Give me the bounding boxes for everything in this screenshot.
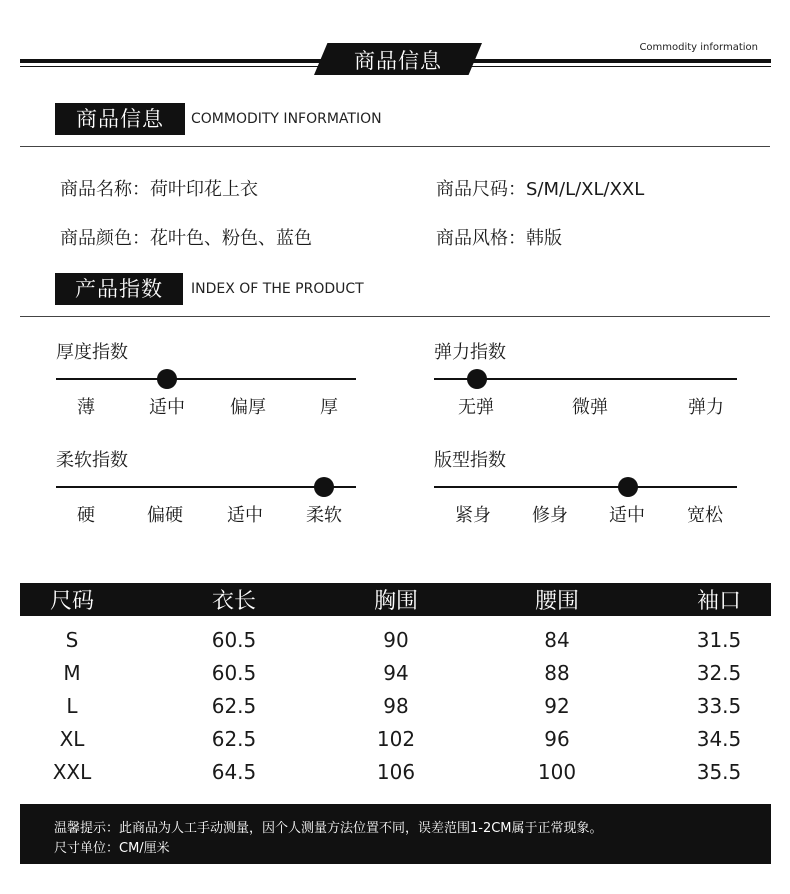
table-cell-cuff: 31.5: [696, 628, 742, 652]
softness-index-title: 柔软指数: [56, 450, 128, 471]
info-size: 商品尺码：S/M/L/XL/XXL: [436, 179, 645, 200]
section-info-title: 商品信息: [55, 103, 185, 135]
table-cell-waist: 100: [537, 760, 577, 784]
fit-index-track: [434, 486, 737, 488]
section-index-rule: [20, 316, 770, 317]
table-cell-size: L: [66, 694, 78, 718]
softness-option: 适中: [227, 505, 263, 526]
info-name: 商品名称：荷叶印花上衣: [60, 179, 258, 200]
table-cell-chest: 102: [376, 727, 416, 751]
table-cell-length: 64.5: [211, 760, 257, 784]
elasticity-index-title: 弹力指数: [434, 342, 506, 363]
table-cell-waist: 92: [544, 694, 570, 718]
table-cell-size: XL: [59, 727, 85, 751]
header-subtitle: Commodity information: [639, 42, 758, 53]
table-cell-length: 62.5: [211, 694, 257, 718]
header-title: 商品信息: [354, 49, 442, 73]
softness-index-track: [56, 486, 356, 488]
table-cell-waist: 84: [544, 628, 570, 652]
table-cell-length: 60.5: [211, 628, 257, 652]
table-cell-size: S: [65, 628, 79, 652]
thickness-option: 薄: [77, 397, 95, 418]
table-cell-size: M: [63, 661, 81, 685]
elasticity-option: 微弹: [572, 397, 608, 418]
elasticity-option: 弹力: [688, 397, 724, 418]
table-cell-cuff: 34.5: [696, 727, 742, 751]
elasticity-index-marker: [467, 369, 487, 389]
fit-option: 紧身: [455, 505, 491, 526]
thickness-option: 适中: [149, 397, 185, 418]
table-cell-cuff: 32.5: [696, 661, 742, 685]
fit-option: 修身: [532, 505, 568, 526]
table-header-waist: 腰围: [534, 589, 580, 614]
table-header-length: 衣长: [211, 589, 257, 614]
table-header-chest: 胸围: [373, 589, 419, 614]
section-info-title-en: COMMODITY INFORMATION: [191, 111, 382, 127]
table-cell-length: 62.5: [211, 727, 257, 751]
info-color: 商品颜色：花叶色、粉色、蓝色: [60, 228, 312, 249]
softness-option: 柔软: [306, 505, 342, 526]
table-cell-cuff: 35.5: [696, 760, 742, 784]
table-cell-size: XXL: [52, 760, 92, 784]
table-cell-waist: 96: [544, 727, 570, 751]
table-cell-chest: 98: [383, 694, 409, 718]
note-line-2: 尺寸单位：CM/厘米: [54, 841, 170, 856]
section-index-title-en: INDEX OF THE PRODUCT: [191, 281, 364, 297]
fit-option: 适中: [609, 505, 645, 526]
section-info-rule: [20, 146, 770, 147]
thickness-index-track: [56, 378, 356, 380]
thickness-index-title: 厚度指数: [56, 342, 128, 363]
table-header-size: 尺码: [49, 589, 95, 614]
table-cell-waist: 88: [544, 661, 570, 685]
table-cell-cuff: 33.5: [696, 694, 742, 718]
elasticity-option: 无弹: [458, 397, 494, 418]
table-header-cuff: 袖口: [696, 589, 742, 614]
softness-index-marker: [314, 477, 334, 497]
info-style: 商品风格：韩版: [436, 228, 562, 249]
fit-option: 宽松: [687, 505, 723, 526]
table-cell-chest: 106: [376, 760, 416, 784]
note-line-1: 温馨提示：此商品为人工手动测量，因个人测量方法位置不同，误差范围1-2CM属于正常现象。: [54, 821, 603, 836]
fit-index-marker: [618, 477, 638, 497]
thickness-index-marker: [157, 369, 177, 389]
table-cell-length: 60.5: [211, 661, 257, 685]
thickness-option: 偏厚: [230, 397, 266, 418]
softness-option: 硬: [77, 505, 95, 526]
softness-option: 偏硬: [147, 505, 183, 526]
table-cell-chest: 90: [383, 628, 409, 652]
fit-index-title: 版型指数: [434, 450, 506, 471]
thickness-option: 厚: [320, 397, 338, 418]
section-index-title: 产品指数: [55, 273, 183, 305]
table-cell-chest: 94: [383, 661, 409, 685]
